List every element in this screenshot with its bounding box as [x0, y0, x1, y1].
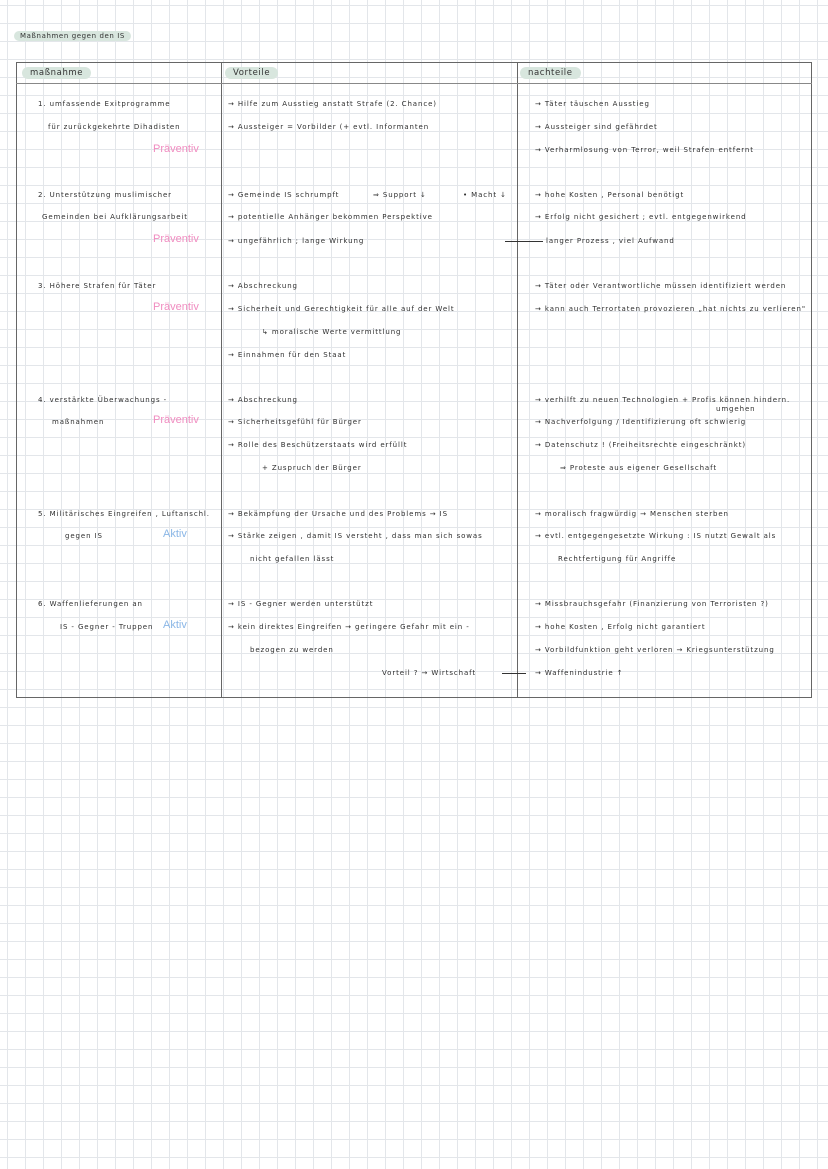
pro-item: → Einnahmen für den Staat — [228, 351, 347, 359]
con-item: Rechtfertigung für Angriffe — [558, 555, 677, 563]
pro-item: → Sicherheit und Gerechtigkeit für alle auf der Welt — [228, 305, 455, 313]
pro-item: → Gemeinde IS schrumpft — [228, 191, 340, 199]
con-item: → hohe Kosten , Personal benötigt — [535, 191, 685, 199]
measure-line: 3. Höhere Strafen für Täter — [38, 282, 157, 290]
header-pros: Vorteile — [225, 67, 278, 79]
con-item: → Verharmlosung von Terror, weil Strafen entfernt — [535, 146, 754, 154]
pro-item: → potentielle Anhänger bekommen Perspektive — [228, 213, 433, 221]
arrow-connector — [505, 241, 543, 242]
pro-item: → Abschreckung — [228, 396, 298, 404]
con-item: → moralisch fragwürdig → Menschen sterben — [535, 510, 729, 518]
measure-line: IS - Gegner - Truppen — [60, 623, 154, 631]
column-divider-1 — [221, 62, 222, 698]
con-item: ⇒ Proteste aus eigener Gesellschaft — [560, 464, 717, 472]
pro-item: → Sicherheitsgefühl für Bürger — [228, 418, 362, 426]
pro-item: nicht gefallen lässt — [250, 555, 335, 563]
type-tag: Präventiv — [153, 301, 199, 313]
con-item: → kann auch Terrortaten provozieren „hat nichts zu verlieren" — [535, 305, 806, 313]
header-measure: maßnahme — [22, 67, 91, 79]
measure-line: für zurückgekehrte Dihadisten — [48, 123, 181, 131]
pro-item: bezogen zu werden — [250, 646, 334, 654]
pro-item: Vorteil ? → Wirtschaft — [382, 669, 477, 677]
con-item: → Erfolg nicht gesichert ; evtl. entgegenwirkend — [535, 213, 747, 221]
con-item: → evtl. entgegengesetzte Wirkung : IS nutzt Gewalt als — [535, 532, 777, 540]
measure-line: gegen IS — [65, 532, 103, 540]
type-tag: Präventiv — [153, 233, 199, 245]
pro-item: → IS - Gegner werden unterstützt — [228, 600, 374, 608]
measure-line: 4. verstärkte Überwachungs - — [38, 396, 168, 404]
header-divider — [16, 83, 812, 84]
header-cons: nachteile — [520, 67, 581, 79]
con-item: → Täter täuschen Ausstieg — [535, 100, 650, 108]
con-item: → Aussteiger sind gefährdet — [535, 123, 658, 131]
con-item: → Täter oder Verantwortliche müssen identifiziert werden — [535, 282, 787, 290]
con-item: → Datenschutz ! (Freiheitsrechte eingeschränkt) — [535, 441, 747, 449]
type-tag: Aktiv — [163, 619, 187, 631]
pro-item: ↳ moralische Werte vermittlung — [262, 328, 402, 336]
con-item: umgehen — [716, 405, 756, 413]
pro-item: → Abschreckung — [228, 282, 298, 290]
type-tag: Präventiv — [153, 414, 199, 426]
con-item: → Waffenindustrie ↑ — [535, 669, 624, 677]
con-item: → Missbrauchsgefahr (Finanzierung von Terroristen ?) — [535, 600, 769, 608]
type-tag: Präventiv — [153, 143, 199, 155]
pro-item: → Bekämpfung der Ursache und des Problems → IS — [228, 510, 448, 518]
column-divider-2 — [517, 62, 518, 698]
pro-item: • Macht ↓ — [463, 191, 507, 199]
pro-item: → ungefährlich ; lange Wirkung — [228, 237, 365, 245]
pro-item: → Hilfe zum Ausstieg anstatt Strafe (2. Chance) — [228, 100, 437, 108]
type-tag: Aktiv — [163, 528, 187, 540]
measure-line: 1. umfassende Exitprogramme — [38, 100, 171, 108]
con-item: langer Prozess , viel Aufwand — [546, 237, 675, 245]
con-item: → Vorbildfunktion geht verloren → Kriegsunterstützung — [535, 646, 775, 654]
measure-line: Gemeinden bei Aufklärungsarbeit — [42, 213, 188, 221]
measure-line: 5. Militärisches Eingreifen , Luftanschl. — [38, 510, 210, 518]
pro-item: → Stärke zeigen , damit IS versteht , dass man sich sowas — [228, 532, 483, 540]
measure-line: 6. Waffenlieferungen an — [38, 600, 143, 608]
pro-item: → Aussteiger = Vorbilder (+ evtl. Informanten — [228, 123, 430, 131]
measure-line: 2. Unterstützung muslimischer — [38, 191, 172, 199]
pro-item: + Zuspruch der Bürger — [262, 464, 362, 472]
pro-item: → Rolle des Beschützerstaats wird erfüllt — [228, 441, 408, 449]
arrow-connector — [502, 673, 526, 674]
measure-line: maßnahmen — [52, 418, 105, 426]
pro-item: → kein direktes Eingreifen → geringere Gefahr mit ein - — [228, 623, 470, 631]
con-item: → hohe Kosten , Erfolg nicht garantiert — [535, 623, 706, 631]
page-title: Maßnahmen gegen den IS — [14, 31, 131, 41]
con-item: → verhilft zu neuen Technologien + Profis können hindern. — [535, 396, 791, 404]
pro-item: ⇒ Support ↓ — [373, 191, 427, 199]
con-item: → Nachverfolgung / Identifizierung oft schwierig — [535, 418, 747, 426]
